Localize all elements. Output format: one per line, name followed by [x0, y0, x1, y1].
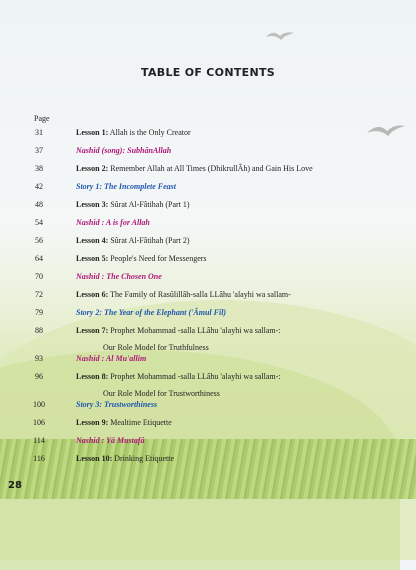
lesson-title: People's Need for Messengers — [108, 254, 207, 263]
toc-page-number: 64 — [35, 254, 43, 263]
lesson-number: Lesson 4: — [76, 236, 109, 245]
toc-entry — [0, 308, 416, 326]
toc-page-number: 116 — [33, 454, 45, 463]
toc-entry-title — [76, 146, 406, 156]
toc-page-number: 54 — [35, 218, 43, 227]
toc-entry-title — [76, 254, 406, 264]
lesson-title: Prophet Mohammad -salla LLâhu 'alayhi wa sallam-: — [108, 372, 281, 381]
toc-page-number: 42 — [35, 182, 43, 191]
story-title: Story 1: The Incomplete Feast — [76, 182, 176, 191]
toc-entry-title — [76, 400, 406, 410]
toc-entry-title — [76, 164, 406, 174]
page-number: 28 — [8, 480, 22, 491]
toc-page-number: 48 — [35, 200, 43, 209]
table-of-contents — [0, 128, 416, 472]
toc-page-number: 72 — [35, 290, 43, 299]
toc-entry-title — [76, 418, 406, 428]
toc-entry — [0, 326, 416, 354]
toc-entry-title — [76, 308, 406, 318]
toc-entry — [0, 254, 416, 272]
toc-page-number: 31 — [35, 128, 43, 137]
toc-page-number: 70 — [35, 272, 43, 281]
page-title: TABLE OF CONTENTS — [141, 66, 275, 79]
lesson-title: Remember Allah at All Times (DhikrullÂh) and Gain His Love — [108, 164, 313, 173]
toc-entry — [0, 436, 416, 454]
toc-page-number: 37 — [35, 146, 43, 155]
lesson-title: Prophet Mohammad -salla LLâhu 'alayhi wa sallam-: — [108, 326, 281, 335]
nashid-title: Nashid : Al Mu'allim — [76, 354, 147, 363]
lesson-subtitle: Our Role Model for Trustworthiness — [103, 389, 220, 398]
toc-entry-title — [76, 436, 406, 446]
lesson-subtitle: Our Role Model for Truthfulness — [103, 343, 209, 352]
toc-page-number: 93 — [35, 354, 43, 363]
nashid-title: Nashid (song): SubhânAllah — [76, 146, 172, 155]
nashid-title: Nashid : Yâ Mustafâ — [76, 436, 145, 445]
toc-entry-title — [76, 326, 406, 353]
lesson-number: Lesson 9: — [76, 418, 109, 427]
toc-entry — [0, 272, 416, 290]
lesson-title: Allah is the Only Creator — [108, 128, 191, 137]
toc-entry-title — [76, 354, 406, 364]
toc-page-number: 96 — [35, 372, 43, 381]
lesson-title: The Family of Rasûlillâh-salla LLâhu 'alayhi wa sallam- — [108, 290, 291, 299]
toc-entry — [0, 236, 416, 254]
lesson-title: Sûrat Al-Fâtihah (Part 2) — [108, 236, 190, 245]
toc-entry — [0, 218, 416, 236]
nashid-title: Nashid : A is for Allah — [76, 218, 150, 227]
toc-entry — [0, 454, 416, 472]
toc-entry-title — [76, 236, 406, 246]
lesson-number: Lesson 2: — [76, 164, 109, 173]
lesson-number: Lesson 1: — [76, 128, 109, 137]
lesson-title: Sûrat Al-Fâtihah (Part 1) — [108, 200, 190, 209]
toc-page-number: 38 — [35, 164, 43, 173]
toc-entry-title — [76, 290, 406, 300]
toc-entry-title — [76, 218, 406, 228]
toc-page-number: 106 — [33, 418, 45, 427]
story-title: Story 2: The Year of the Elephant ('Âmul Fîl) — [76, 308, 227, 317]
toc-entry — [0, 182, 416, 200]
toc-entry-title — [76, 272, 406, 282]
toc-page-number: 56 — [35, 236, 43, 245]
toc-entry — [0, 146, 416, 164]
lesson-title: Mealtime Etiquette — [108, 418, 172, 427]
toc-entry — [0, 200, 416, 218]
toc-entry — [0, 128, 416, 146]
toc-entry — [0, 164, 416, 182]
bird-icon — [265, 28, 295, 42]
toc-entry — [0, 354, 416, 372]
nashid-title: Nashid : The Chosen One — [76, 272, 162, 281]
toc-entry — [0, 400, 416, 418]
page-column-header: Page — [34, 114, 50, 123]
toc-page-number: 88 — [35, 326, 43, 335]
toc-entry — [0, 372, 416, 400]
toc-entry-title — [76, 372, 406, 399]
toc-entry-title — [76, 200, 406, 210]
toc-entry-title — [76, 454, 406, 464]
lesson-number: Lesson 3: — [76, 200, 109, 209]
toc-entry — [0, 418, 416, 436]
toc-page-number: 100 — [33, 400, 45, 409]
toc-page-number: 79 — [35, 308, 43, 317]
toc-entry — [0, 290, 416, 308]
toc-entry-title — [76, 182, 406, 192]
lesson-title: Drinking Etiquette — [112, 454, 174, 463]
toc-entry-title — [76, 128, 406, 138]
story-title: Story 3: Trustworthiness — [76, 400, 158, 409]
lesson-number: Lesson 10: — [76, 454, 113, 463]
toc-page-number: 114 — [33, 436, 45, 445]
lesson-number: Lesson 6: — [76, 290, 109, 299]
lesson-number: Lesson 5: — [76, 254, 109, 263]
lesson-number: Lesson 8: — [76, 372, 109, 381]
lesson-number: Lesson 7: — [76, 326, 109, 335]
